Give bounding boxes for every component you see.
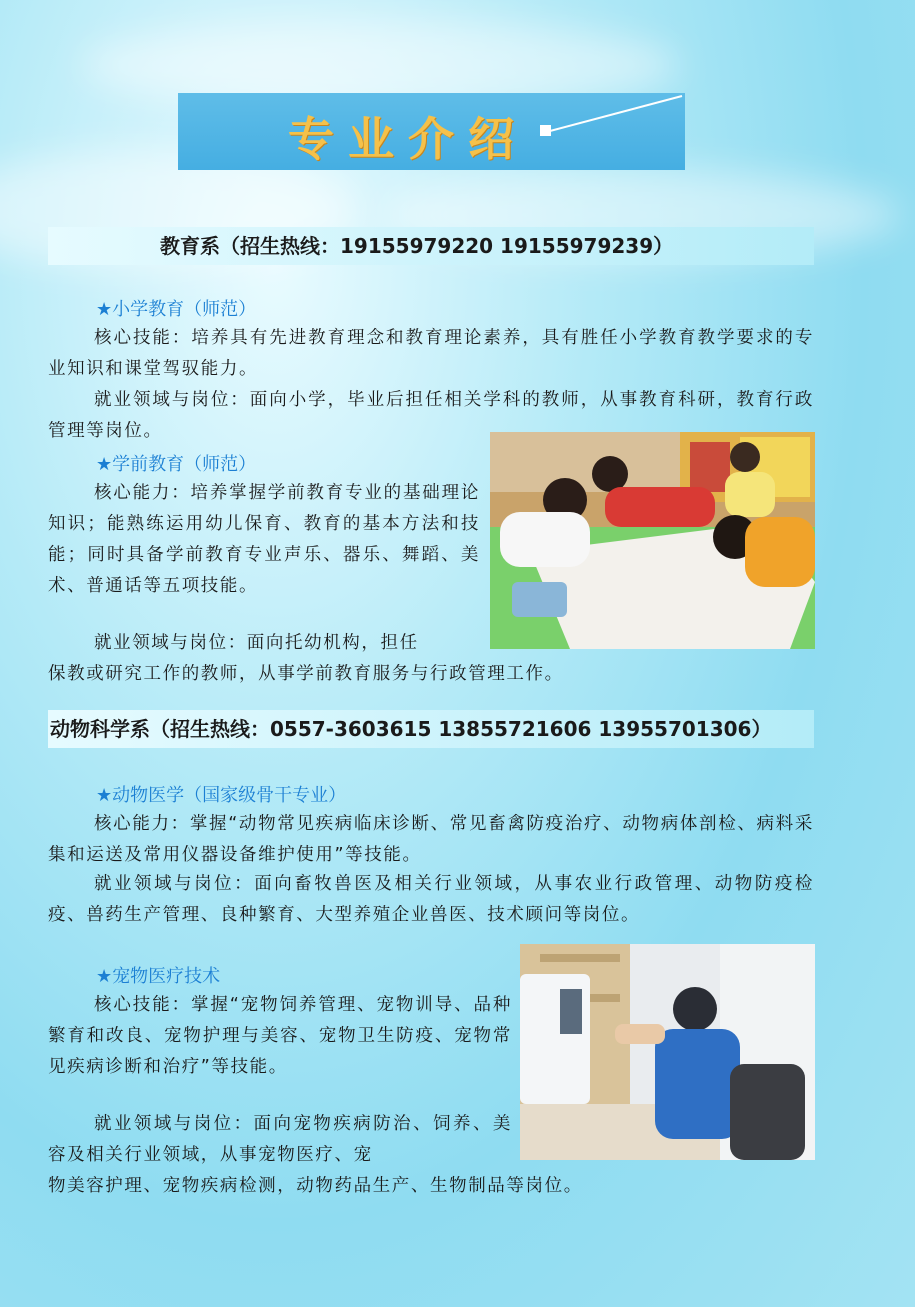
title-line-decoration xyxy=(548,93,688,135)
animal-dept-title: 动物科学系（招生热线：0557-3603615 13855721606 13955701306） xyxy=(50,717,772,741)
title-banner xyxy=(178,93,685,170)
pet-employment-a: 就业领域与岗位：面向宠物疾病防治、饲养、美容及相关行业领域，从事宠物医疗、宠 xyxy=(48,1114,512,1165)
education-dept-title: 教育系（招生热线：19155979220 19155979239） xyxy=(160,234,674,258)
preschool-core-abilities: 核心能力：培养掌握学前教育专业的基础理论知识；能熟练运用幼儿保育、教育的基本方法和技能；同时具备学前教育专业声乐、器乐、舞蹈、美术、普通话等五项技能。 xyxy=(48,483,480,596)
preschool-photo xyxy=(490,432,815,649)
veterinary-heading: ★动物医学（国家级骨干专业） xyxy=(96,785,347,806)
primary-education-heading: ★小学教育（师范） xyxy=(96,299,257,320)
animal-dept-header xyxy=(48,710,814,748)
education-dept-header xyxy=(48,227,814,265)
primary-employment: 就业领域与岗位：面向小学，毕业后担任相关学科的教师，从事教育科研，教育行政管理等岗位。 xyxy=(48,390,814,441)
pet-core-skills: 核心技能：掌握“宠物饲养管理、宠物训导、品种繁育和改良、宠物护理与美容、宠物卫生防疫、宠物常见疾病诊断和治疗”等技能。 xyxy=(48,995,512,1077)
page-title: 专业介绍 xyxy=(288,112,528,166)
pet-employment-b: 物美容护理、宠物疾病检测，动物药品生产、生物制品等岗位。 xyxy=(48,1176,583,1196)
preschool-employment-b: 保教或研究工作的教师，从事学前教育服务与行政管理工作。 xyxy=(48,664,564,684)
preschool-employment-a: 就业领域与岗位：面向托幼机构，担任 xyxy=(94,633,419,653)
pet-clinic-photo xyxy=(520,944,815,1160)
primary-core-skills: 核心技能：培养具有先进教育理念和教育理论素养，具有胜任小学教育教学要求的专业知识和课堂驾驭能力。 xyxy=(48,328,814,379)
preschool-education-heading: ★学前教育（师范） xyxy=(96,454,257,475)
pet-medical-heading: ★宠物医疗技术 xyxy=(96,966,221,987)
veterinary-employment: 就业领域与岗位：面向畜牧兽医及相关行业领域，从事农业行政管理、动物防疫检疫、兽药生产管理、良种繁育、大型养殖企业兽医、技术顾问等岗位。 xyxy=(48,874,814,925)
veterinary-core-abilities: 核心能力：掌握“动物常见疾病临床诊断、常见畜禽防疫治疗、动物病体剖检、病料采集和运送及常用仪器设备维护使用”等技能。 xyxy=(48,814,814,865)
